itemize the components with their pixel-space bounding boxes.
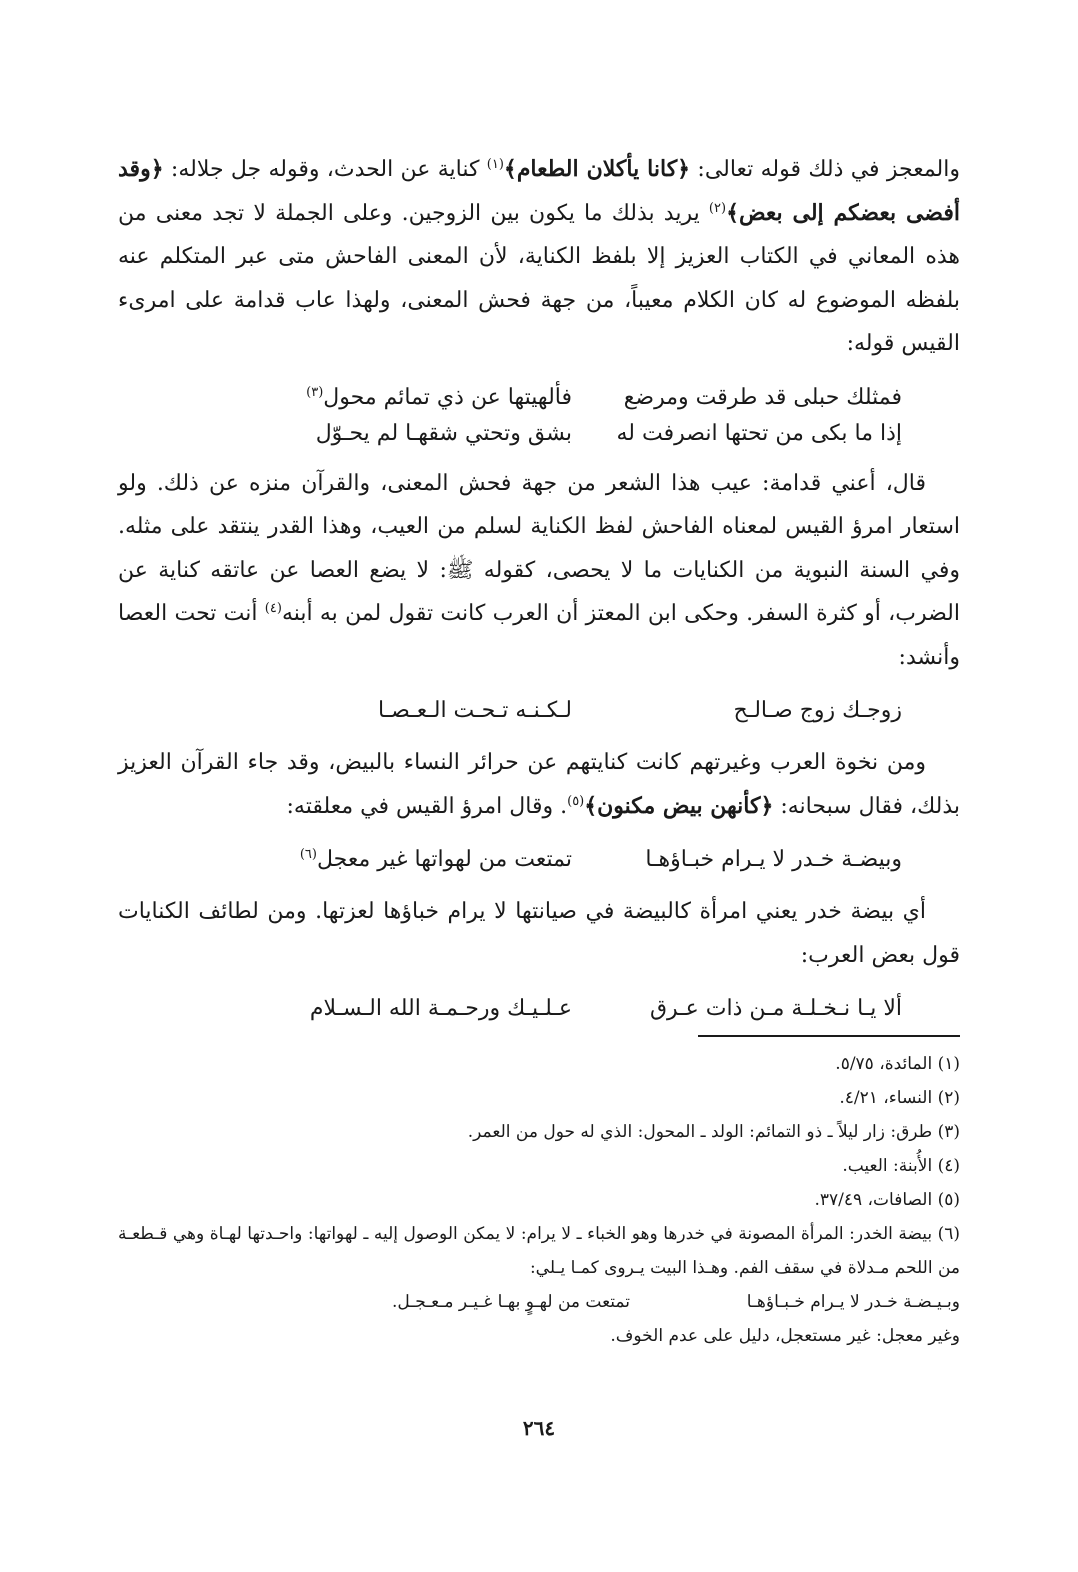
- footnote-6-note: وغير معجل: غير مستعجل، دليل على عدم الخوف.: [610, 1326, 960, 1346]
- footnote-3: (٣) طرق: زار ليلاً ـ ذو التمائم: الولد ـ المحول: الذي له حول من العمر.: [467, 1122, 960, 1142]
- verse-hemistich: زوجـك زوج صـالـح: [733, 698, 902, 723]
- main-text: [118, 148, 960, 1039]
- verse-hemistich: لـكـنـه تـحـت الـعـصـا: [378, 698, 572, 723]
- poem-stanza-2: [118, 693, 960, 729]
- text-run: أنت تحت العصا وأنشد:: [118, 601, 960, 670]
- quran-quote: ﴿كانا يأكلان الطعام﴾: [503, 156, 691, 182]
- footnote-separator: [698, 1035, 960, 1037]
- footnote-ref: (٤): [264, 601, 282, 616]
- verse-hemistich: وبـيـضـة خـدر لا يـرام خـبـاؤهـا: [746, 1292, 960, 1312]
- footnote-4: (٤) الأُبنة: العيب.: [842, 1156, 960, 1176]
- footnote-1: (١) المائدة، ٥/٧٥.: [835, 1054, 960, 1074]
- paragraph-2: [118, 462, 960, 680]
- footnote-2: (٢) النساء، ٤/٢١.: [839, 1088, 960, 1108]
- paragraph-1: [118, 148, 960, 366]
- poem-stanza-1: [118, 380, 960, 452]
- verse-line: [118, 380, 960, 416]
- footnote-6-verse: [118, 1285, 960, 1319]
- verse-hemistich: [192, 380, 572, 416]
- footnote-ref: (١): [486, 157, 504, 172]
- footnote-ref: (٦): [299, 847, 317, 862]
- paragraph-3: [118, 741, 960, 828]
- poem-stanza-4: [118, 991, 960, 1027]
- verse-hemistich: [192, 842, 572, 878]
- footnotes: [118, 1047, 960, 1353]
- verse-hemistich: عـلـيـك ورحـمـة الله الـسـلام: [309, 996, 572, 1021]
- verse-hemistich: بشق وتحتي شقهـا لم يحـوّل: [315, 420, 572, 446]
- text-run: ومن نخوة العرب وغيرتهم كانت كنايتهم عن حرائر النساء بالبيض، وقد جاء القرآن العزيز بذلك، فقال سبحانه:: [118, 750, 960, 819]
- paragraph-4: أي بيضة خدر يعني امرأة كالبيضة في صيانتها لا يرام خباؤها لعزتها. ومن لطائف الكنايات قول بعض العرب:: [118, 899, 960, 968]
- footnote-ref: (٥): [567, 793, 585, 809]
- verse-line: [118, 693, 960, 729]
- poem-stanza-3: [118, 842, 960, 878]
- verse-hemistich: وبيضـة خـدر لا يـرام خبـاؤهـا: [645, 847, 902, 872]
- verse-line: [118, 416, 960, 452]
- verse-line: [118, 991, 960, 1027]
- footnote-5: (٥) الصافات، ٣٧/٤٩.: [814, 1190, 960, 1210]
- verse-line: [118, 842, 960, 878]
- verse-hemistich: تمتعت من لهـوٍ بهـا غـيـر مـعـجـل.: [391, 1292, 630, 1312]
- text-run: يريد بذلك ما يكون بين الزوجين. وعلى الجملة لا تجد معنى من هذه المعاني في الكتاب العزيز إلا بلفظ الكناية، لأن المعنى الفاحش متى عبر المتكلم عنه بلفظه الموضوع له كان الكلام معيباً، من جهة فحش المعنى، ولهذا عاب قدامة على امرىء القيس قوله:: [118, 200, 960, 356]
- text-run: فألهيتها عن ذي تمائم محول: [323, 384, 572, 410]
- page-number: ٢٦٤: [522, 1416, 556, 1440]
- footnote-ref: (٢): [708, 200, 727, 216]
- text-run: والمعجز في ذلك قوله تعالى:: [690, 157, 960, 182]
- footnote-6: (٦) بيضة الخدر: المرأة المصونة في خدرها وهو الخباء ـ لا يرام: لا يمكن الوصول إليه ـ لهواتها: واحـدتها لهـاة وهي قـطعـة من اللحم مـدلاة في سقف الفم. وهـذا البيت يـروى كمـا يـلي:: [118, 1224, 960, 1278]
- verse-hemistich: إذا ما بكى من تحتها انصرفت له: [616, 420, 902, 446]
- footnote-ref: (٣): [306, 384, 324, 400]
- text-run: تمتعت من لهواتها غير معجل: [316, 847, 572, 872]
- quran-quote: ﴿كأنهن بيض مكنون﴾: [584, 792, 774, 819]
- text-run: . وقال امرؤ القيس في معلقته:: [286, 793, 568, 819]
- quran-quote: ﴿وقد أفضى بعضكم إلى بعض﴾: [118, 156, 960, 226]
- text-run: كناية عن الحدث، وقوله جل جلاله:: [163, 157, 487, 182]
- text-run: قال، أعني قدامة: عيب هذا الشعر من جهة فحش المعنى، والقرآن منزه عن ذلك. ولو استعار امرؤ القيس لمعناه الفاحش لفظ الكناية لسلم من العيب، وهذا القدر ينتقد على مثله. وفي السنة النبوية من الكنايات ما لا يحصى، كقوله ﷺ: لا يضع العصا عن عاتقه كناية عن الضرب، أو كثرة السفر. وحكى ابن المعتز أن العرب كانت تقول لمن به أبنه: [118, 470, 960, 626]
- verse-hemistich: فمثلك حبلى قد طرقت ومرضع: [623, 384, 902, 410]
- verse-hemistich: ألا يـا نـخـلـة مـن ذات عـرق: [649, 996, 902, 1021]
